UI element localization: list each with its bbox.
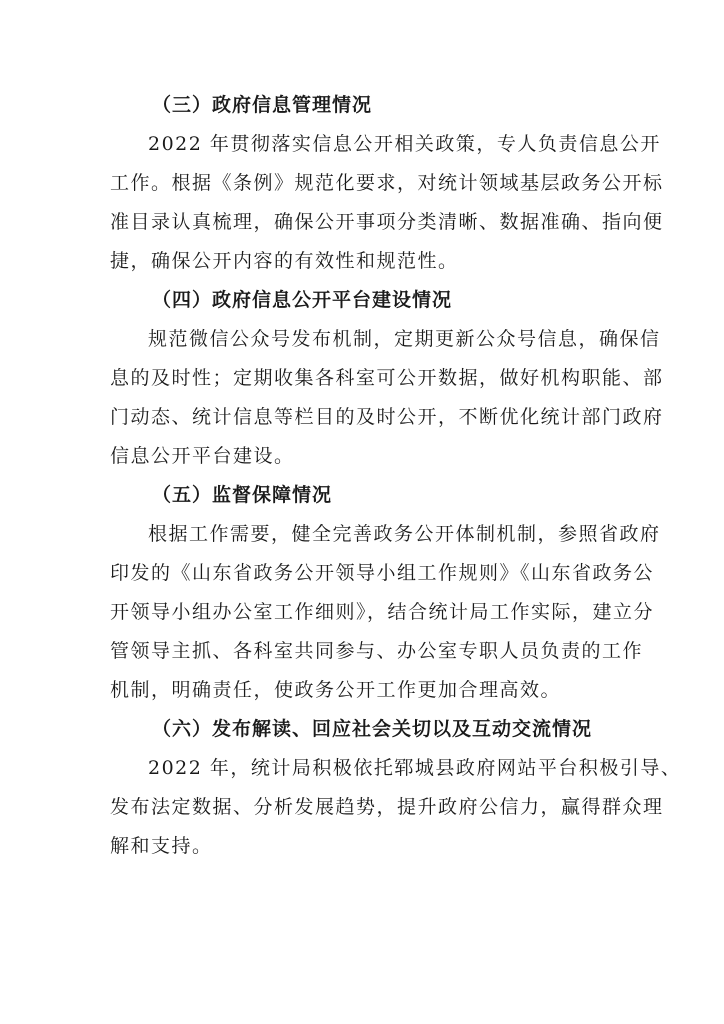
paragraph-line: 工作。根据《条例》规范化要求，对统计领域基层政务公开标 bbox=[110, 172, 664, 194]
section-platform-construction bbox=[110, 281, 664, 476]
paragraph-line: 捷，确保公开内容的有效性和规范性。 bbox=[110, 250, 459, 272]
section-heading: （五）监督保障情况 bbox=[152, 484, 333, 506]
section-info-management bbox=[110, 86, 664, 281]
paragraph-line: 管领导主抓、各科室共同参与、办公室专职人员负责的工作 bbox=[110, 640, 644, 662]
section-interpretation-response bbox=[110, 710, 682, 866]
section-paragraph bbox=[110, 320, 664, 476]
paragraph-line: 准目录认真梳理，确保公开事项分类清晰、数据准确、指向便 bbox=[110, 211, 664, 233]
paragraph-line: 解和支持。 bbox=[110, 835, 213, 857]
paragraph-line: 门动态、统计信息等栏目的及时公开，不断优化统计部门政府 bbox=[110, 406, 664, 428]
section-heading: （四）政府信息公开平台建设情况 bbox=[152, 289, 453, 311]
document-page bbox=[110, 86, 682, 866]
paragraph-line: 机制，明确责任，使政务公开工作更加合理高效。 bbox=[110, 679, 562, 701]
section-heading: （三）政府信息管理情况 bbox=[152, 94, 373, 116]
section-heading: （六）发布解读、回应社会关切以及互动交流情况 bbox=[152, 718, 593, 740]
section-paragraph bbox=[110, 515, 661, 710]
section-supervision bbox=[110, 476, 661, 710]
paragraph-line: 根据工作需要，健全完善政务公开体制机制，参照省政府 bbox=[148, 523, 661, 545]
paragraph-line: 开领导小组办公室工作细则》，结合统计局工作实际，建立分 bbox=[110, 601, 655, 623]
paragraph-line: 2022 年贯彻落实信息公开相关政策，专人负责信息公开 bbox=[148, 133, 661, 155]
paragraph-line: 规范微信公众号发布机制，定期更新公众号信息，确保信 bbox=[148, 328, 661, 350]
paragraph-line: 发布法定数据、分析发展趋势，提升政府公信力，赢得群众理 bbox=[110, 796, 664, 818]
paragraph-line: 2022 年，统计局积极依托郓城县政府网站平台积极引导、 bbox=[148, 757, 682, 779]
paragraph-line: 信息公开平台建设。 bbox=[110, 445, 295, 467]
paragraph-line: 印发的《山东省政务公开领导小组工作规则》《山东省政务公 bbox=[110, 562, 655, 584]
section-paragraph bbox=[110, 749, 682, 866]
paragraph-line: 息的及时性；定期收集各科室可公开数据，做好机构职能、部 bbox=[110, 367, 664, 389]
section-paragraph bbox=[110, 125, 664, 281]
